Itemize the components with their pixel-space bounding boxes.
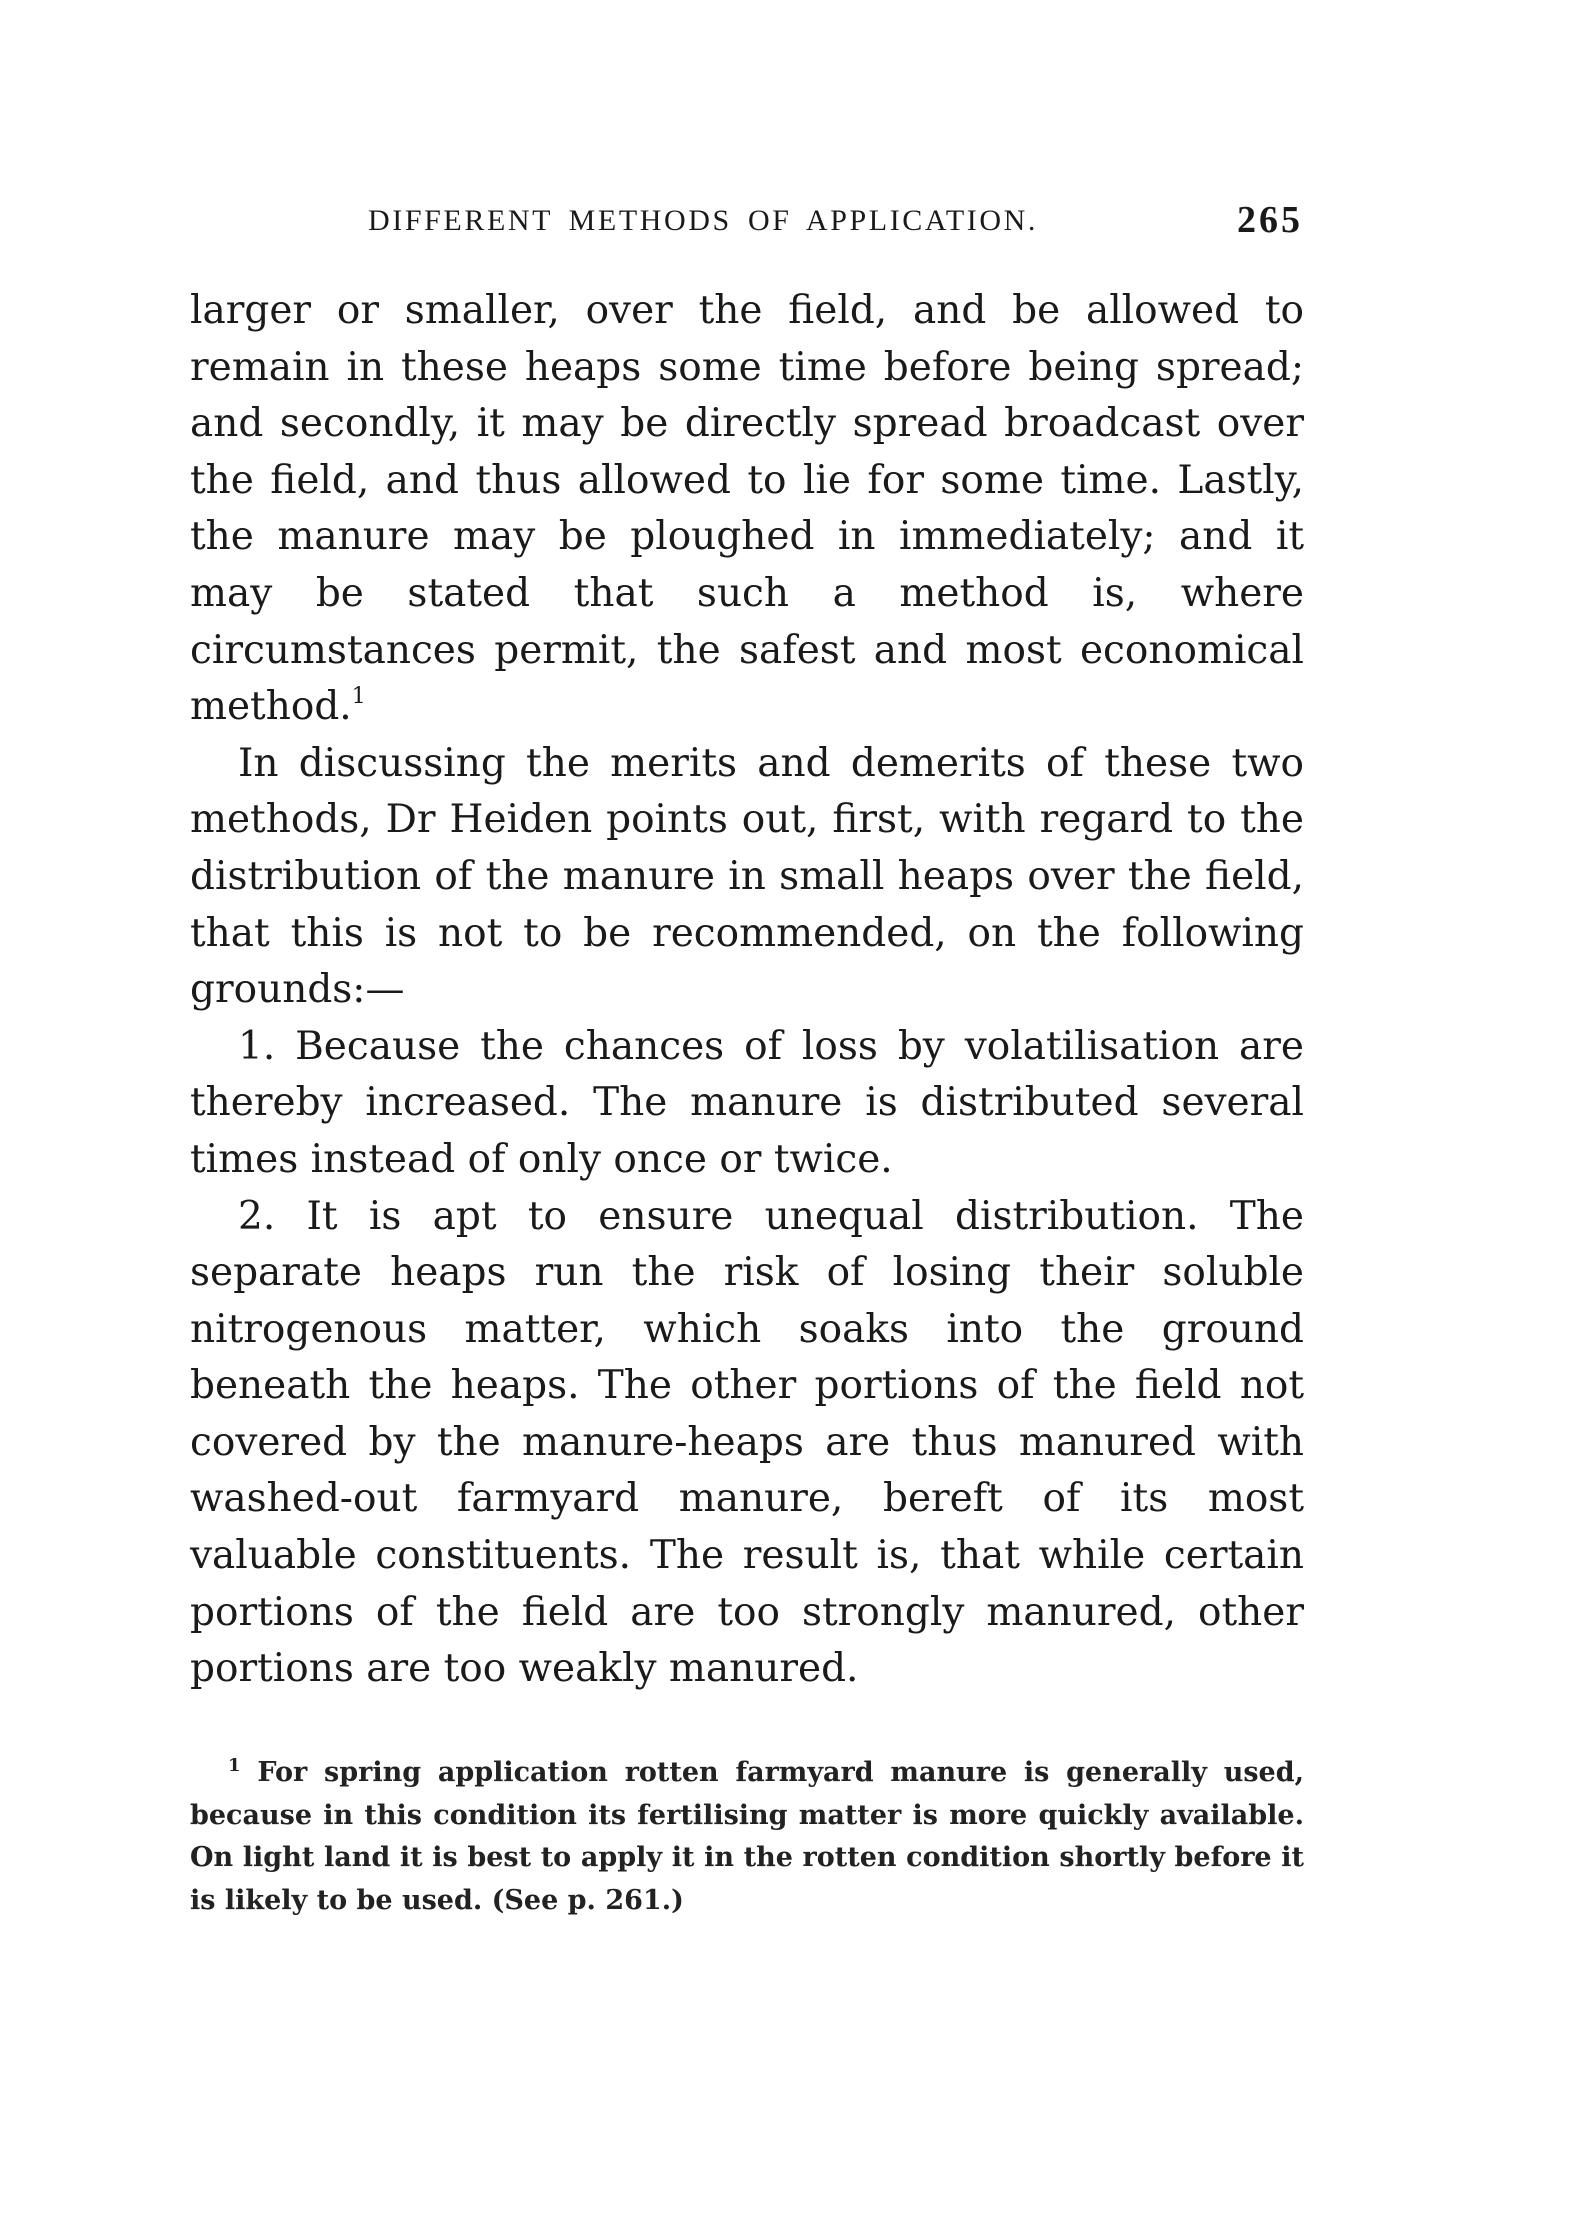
running-title: DIFFERENT METHODS OF APPLICATION. [368, 204, 1038, 237]
footnote [190, 1752, 1304, 1922]
paragraph-continued [190, 283, 1304, 736]
main-text [190, 283, 1304, 1698]
footnote-marker: 1 [228, 1755, 241, 1776]
paragraph-point-1: 1. Because the chances of loss by volatilisation are thereby increased. The manure is distributed several times instead of only once or twice. [190, 1023, 1304, 1182]
footnote-text: For spring application rotten farmyard manure is generally used, because in this condition its fertilising matter is more quickly available. On light land it is best to apply it in the rotten condition shortly before it is likely to be used. (See p. 261.) [190, 1757, 1305, 1916]
paragraph-discussion: In discussing the merits and demerits of these two methods, Dr Heiden points out, first, with regard to the distribution of the manure in small heaps over the field, that this is not to be recommended, on the following grounds:— [190, 740, 1304, 1013]
page-number: 265 [1237, 199, 1303, 241]
running-head [368, 198, 1303, 248]
footnote-reference: 1 [351, 684, 366, 710]
paragraph-1-text: larger or smaller, over the field, and be allowed to remain in these heaps some time before being spread; and secondly, it may be directly spread broadcast over the field, and thus allowed to lie for some time. Lastly, the manure may be ploughed in immediately; and it may be stated that such a method is, where circumstances permit, the safest and most economical method. [190, 288, 1304, 730]
paragraph-point-2: 2. It is apt to ensure unequal distribution. The separate heaps run the risk of losing their soluble nitrogenous matter, which soaks into the ground beneath the heaps. The other portions of the field not covered by the manure-heaps are thus manured with washed-out farmyard manure, bereft of its most valuable constituents. The result is, that while certain portions of the field are too strongly manured, other portions are too weakly manured. [190, 1193, 1304, 1692]
